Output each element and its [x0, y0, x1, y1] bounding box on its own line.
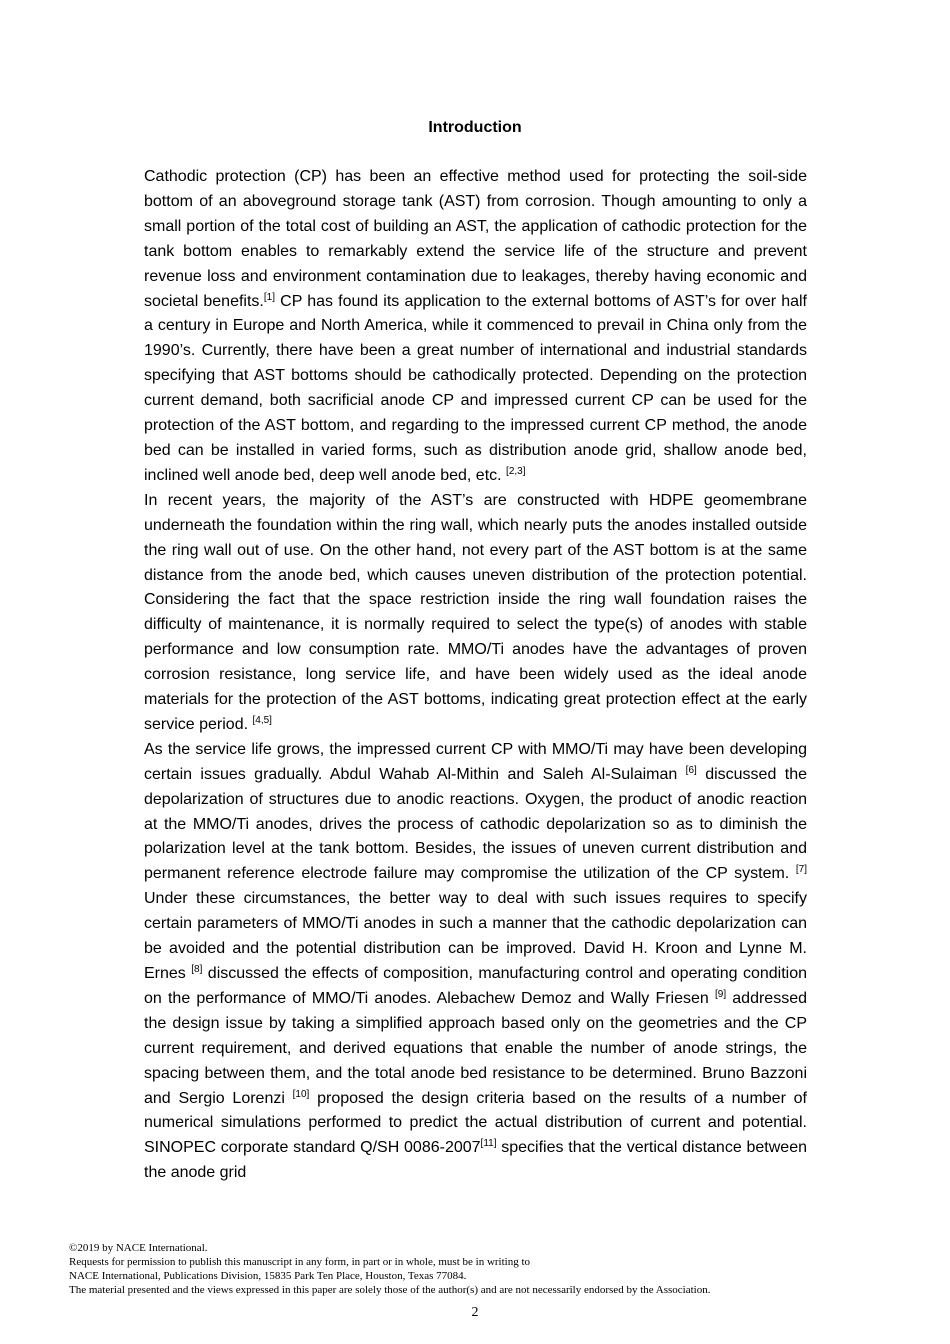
- text-run: Cathodic protection (CP) has been an effective method used for protecting the soil-side bottom of an aboveground storage tank (AST) from corrosion. Though amounting to only a small portion of the total cost of building an AST, the application of cathodic protection for the tank bottom enables to remarkably extend the service life of the structure and prevent revenue loss and environment contamination due to leakages, thereby having economic and societal benefits.: [144, 168, 807, 310]
- paragraph: [144, 489, 807, 738]
- text-run: discussed the depolarization of structures due to anodic reactions. Oxygen, the product of anodic reaction at the MMO/Ti anodes, drives the process of cathodic depolarization so as to diminish the polarization level at the tank bottom. Besides, the issues of uneven current distribution and permanent reference electrode failure may compromise the utilization of the CP system.: [144, 765, 807, 883]
- citation-ref: [1]: [263, 291, 275, 303]
- footer-notice: [69, 1241, 889, 1297]
- citation-ref: [10]: [292, 1088, 310, 1100]
- paragraph: [144, 165, 807, 489]
- citation-ref: [11]: [480, 1138, 497, 1150]
- text-run: addressed the design issue by taking a simplified approach based only on the geometries and the CP current requirement, and derived equations that enable the number of anode strings, the spacing between them, and the total anode bed resistance to be determined. Bruno Bazzoni and Sergio Lorenzi: [144, 989, 808, 1107]
- text-run: Under these circumstances, the better way to deal with such issues requires to specify certain parameters of MMO/Ti anodes in such a manner that the cathodic depolarization can be avoided and the potential distribution can be improved. David H. Kroon and Lynne M. Ernes: [144, 890, 807, 982]
- footer-disclaimer: The material presented and the views expressed in this paper are solely those of the author(s) and are not necessarily endorsed by the Association.: [69, 1284, 711, 1296]
- citation-ref: [9]: [714, 988, 727, 1000]
- paragraph: [144, 738, 807, 1186]
- footer-permission-line-1: Requests for permission to publish this manuscript in any form, in part or in whole, must be in writing to: [69, 1256, 531, 1268]
- text-run: proposed the design criteria based on the results of a number of numerical simulations performed to predict the actual distribution of current and potential. SINOPEC corporate standard Q/SH 0086-2007: [144, 1089, 807, 1157]
- text-run: As the service life grows, the impressed current CP with MMO/Ti may have been developing certain issues gradually. Abdul Wahab Al-Mithin and Saleh Al-Sulaiman: [144, 740, 807, 783]
- section-heading: Introduction: [428, 119, 522, 136]
- footer-permission-line-2: NACE International, Publications Division, 15835 Park Ten Place, Houston, Texas 77084.: [69, 1270, 467, 1282]
- text-run: specifies that the vertical distance between the anode grid: [144, 1139, 807, 1182]
- page-number: 2: [471, 1305, 479, 1320]
- citation-ref: [6]: [685, 764, 697, 776]
- text-run: discussed the effects of composition, manufacturing control and operating condition on the performance of MMO/Ti anodes. Alebachew Demoz and Wally Friesen: [144, 965, 807, 1007]
- text-run: CP has found its application to the external bottoms of AST’s for over half a century in Europe and North America, while it commenced to prevail in China only from the 1990’s. Currently, there have been a great number of international and industrial standards specifying that AST bottoms should be cathodically protected. Depending on the protection current demand, both sacrificial anode CP and impressed current CP can be used for the protection of the AST bottom, and regarding to the impressed current CP method, the anode bed can be installed in varied forms, such as distribution anode grid, shallow anode bed, inclined well anode bed, deep well anode bed, etc.: [144, 292, 807, 484]
- text-run: In recent years, the majority of the AST’s are constructed with HDPE geomembrane underneath the foundation within the ring wall, which nearly puts the anodes installed outside the ring wall out of use. On the other hand, not every part of the AST bottom is at the same distance from the anode bed, which causes uneven distribution of the protection potential. Considering the fact that the space restriction inside the ring wall foundation raises the difficulty of maintenance, it is normally required to select the type(s) of anodes with stable performance and low consumption rate. MMO/Ti anodes have the advantages of proven corrosion resistance, long service life, and have been widely used as the ideal anode materials for the protection of the AST bottoms, indicating great protection effect at the early service period.: [144, 491, 807, 733]
- footer-copyright: ©2019 by NACE International.: [69, 1242, 208, 1254]
- body-text: [144, 165, 807, 1186]
- citation-ref: [2,3]: [506, 465, 526, 477]
- citation-ref: [8]: [191, 964, 203, 975]
- citation-ref: [4,5]: [252, 714, 272, 726]
- citation-ref: [7]: [795, 864, 807, 876]
